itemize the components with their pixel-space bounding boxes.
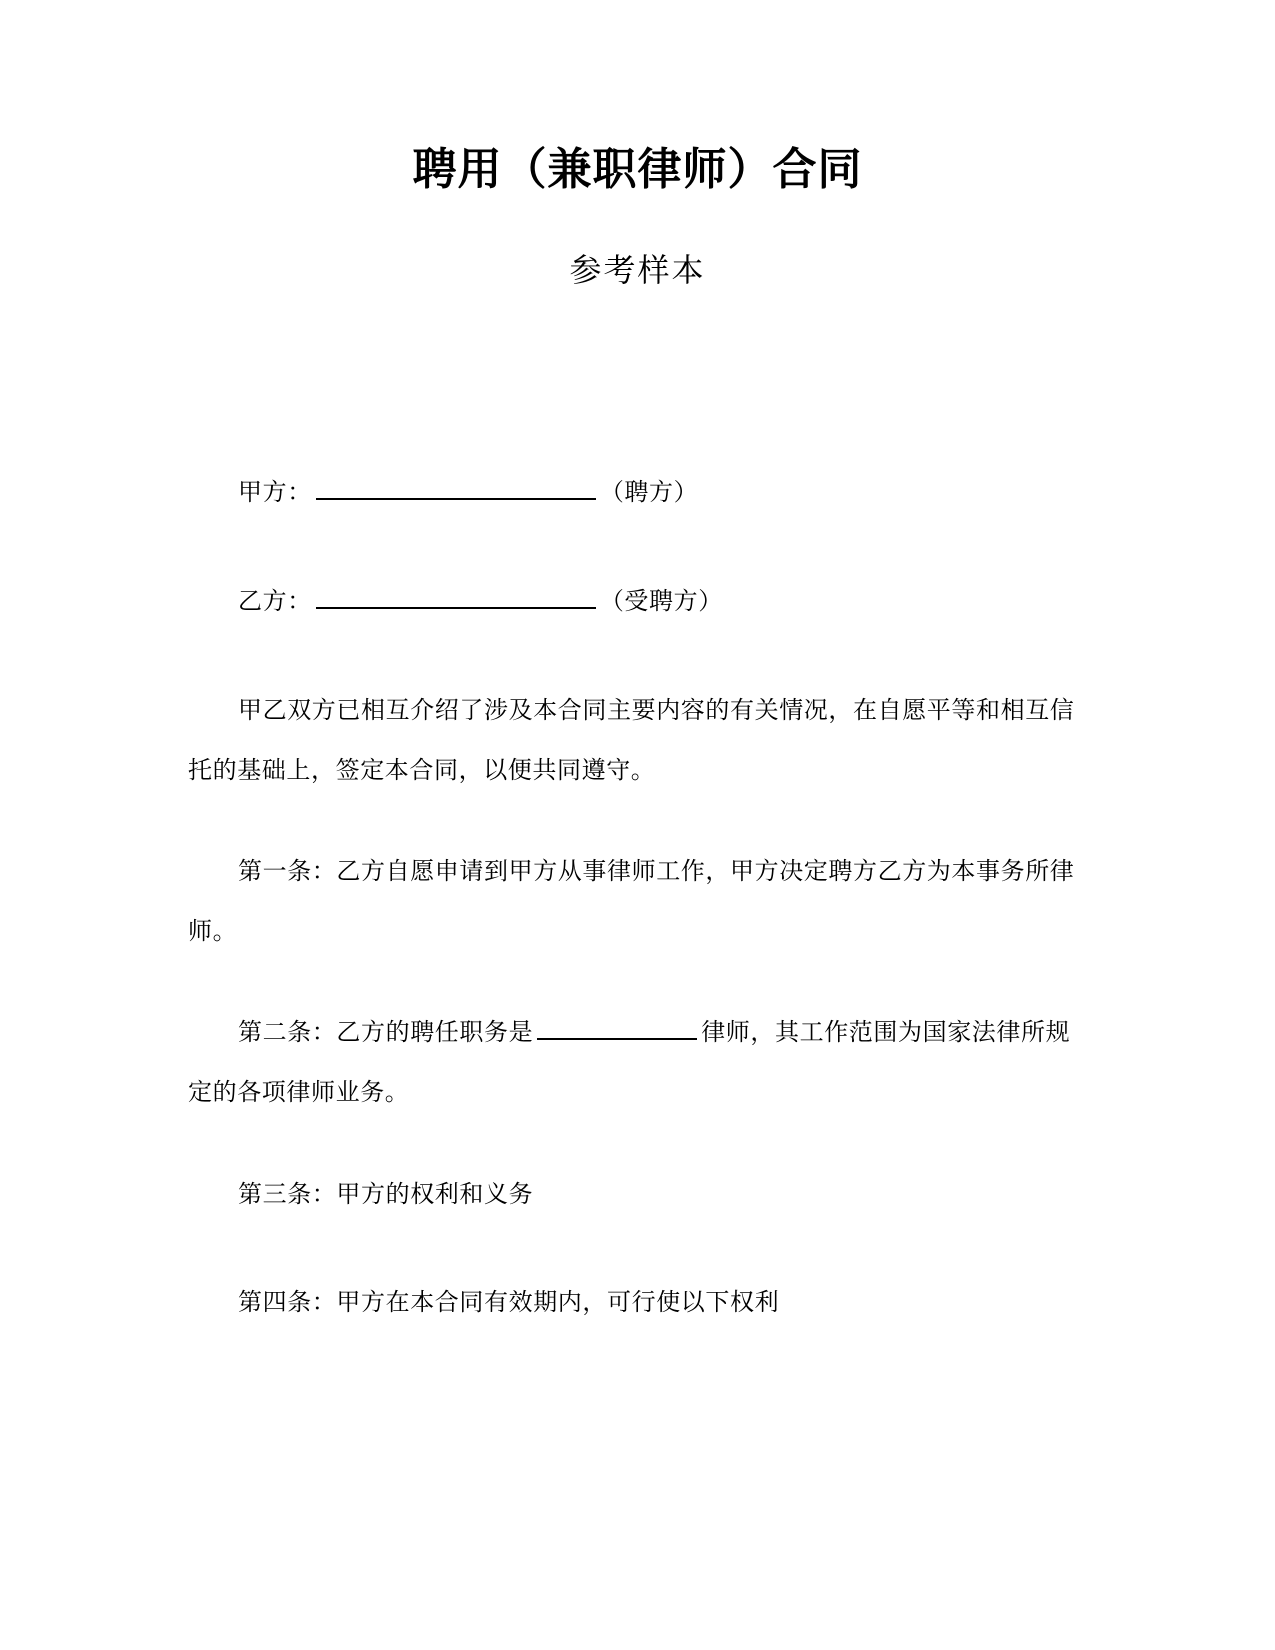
party-a-line (188, 462, 1088, 522)
article-2-before: 第二条：乙方的聘任职务是 (238, 1018, 534, 1046)
party-b-role: （受聘方） (599, 587, 723, 615)
position-blank[interactable] (537, 1037, 697, 1040)
article-2 (188, 1002, 1088, 1122)
article-2-after: 律师，其工作范围为国家法律所规定的各项律师业务。 (188, 1018, 1071, 1106)
party-b-line (188, 571, 1088, 631)
article-3: 第三条：甲方的权利和义务 (238, 1180, 534, 1208)
party-a-blank[interactable] (316, 497, 596, 500)
party-a-label: 甲方： (238, 478, 312, 506)
intro-paragraph: 甲乙双方已相互介绍了涉及本合同主要内容的有关情况，在自愿平等和相互信托的基础上，签定本合同，以便共同遵守。 (188, 696, 1075, 784)
document-subtitle: 参考样本 (569, 251, 706, 289)
article-1: 第一条：乙方自愿申请到甲方从事律师工作，甲方决定聘方乙方为本事务所律师。 (188, 857, 1075, 945)
article-4: 第四条：甲方在本合同有效期内，可行使以下权利 (238, 1288, 780, 1316)
party-b-blank[interactable] (316, 606, 596, 609)
party-b-label: 乙方： (238, 587, 312, 615)
document-title: 聘用（兼职律师）合同 (412, 144, 863, 195)
party-a-role: （聘方） (599, 478, 699, 506)
